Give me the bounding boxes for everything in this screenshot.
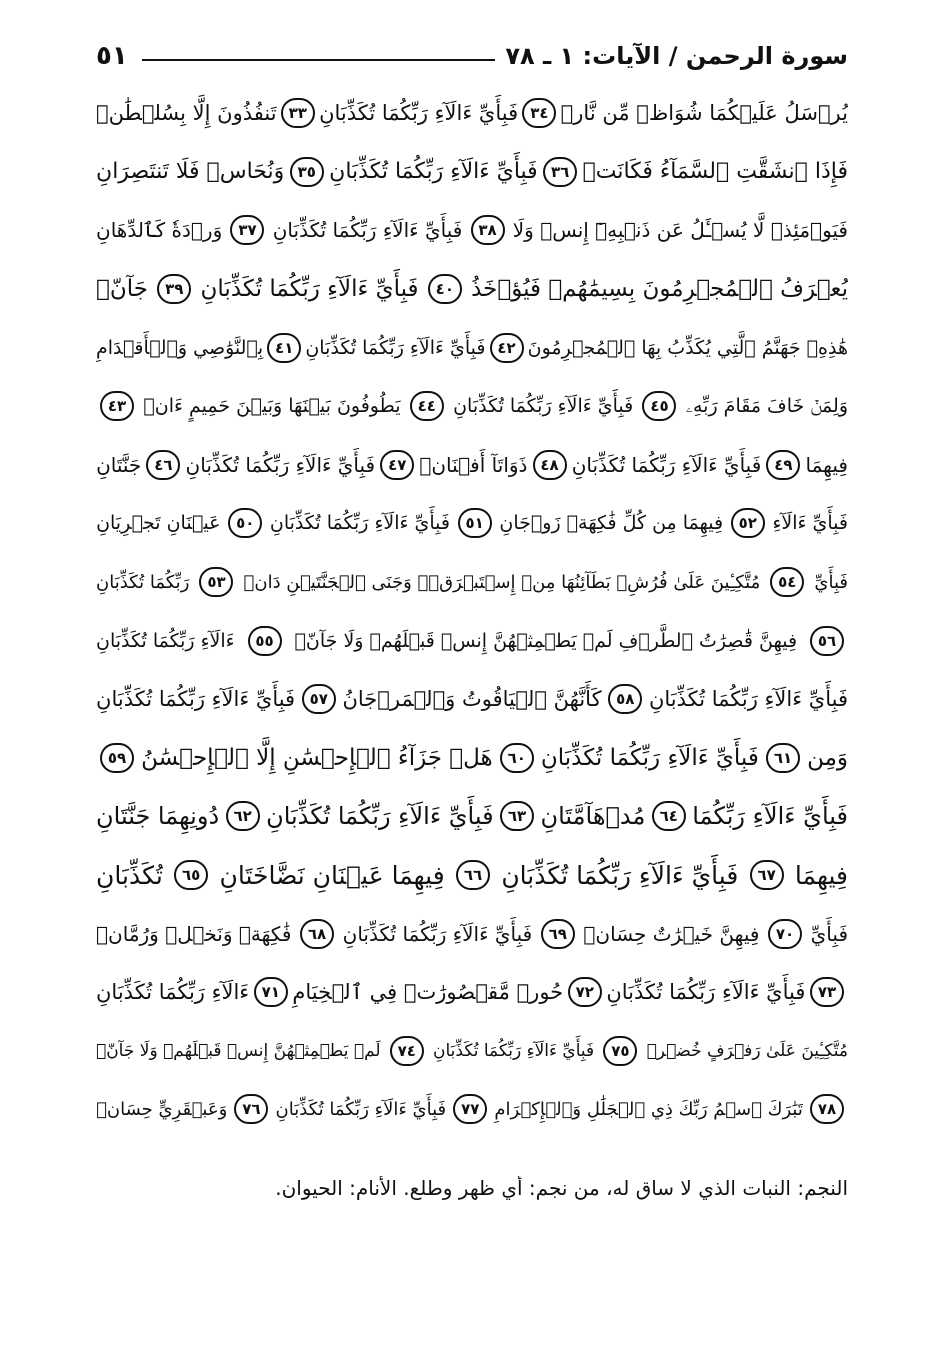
ayah-number-marker: ٥٨ [608, 684, 642, 714]
ayah-number-marker: ٦٤ [652, 801, 686, 831]
verse-line [96, 84, 848, 143]
verse-text: عَيۡنَانِ تَجۡرِيَانِ [96, 512, 221, 535]
verse-text: تَبَٰرَكَ ٱسۡمُ رَبِّكَ ذِي ٱلۡجَلَٰلِ وَٱلۡإِكۡرَامِ [494, 1098, 803, 1120]
verse-text: دُونِهِمَا جَنَّتَانِ [96, 802, 220, 831]
ayah-number-marker: ٥٩ [100, 743, 134, 773]
page-header [96, 34, 848, 78]
ayah-number-marker: ٤٦ [146, 450, 180, 480]
verse-text: مُتَّكِـِٔينَ عَلَىٰ رَفۡرَفٍ خُضۡرٖ [646, 1040, 848, 1061]
ayah-number-marker: ٤٢ [490, 333, 524, 363]
verse-text: هَلۡ جَزَآءُ ٱلۡإِحۡسَٰنِ إِلَّا ٱلۡإِحۡسَٰنُ [141, 744, 493, 771]
verse-line [96, 611, 848, 670]
verse-text: فَبِأَيِّ ءَالَآءِ رَبِّكُمَا تُكَذِّبَانِ [453, 395, 634, 418]
ayah-number-marker: ٦٢ [226, 801, 260, 831]
ayah-number-marker: ٣٥ [290, 157, 324, 187]
ayah-number-marker: ٥٣ [199, 567, 233, 597]
verse-line [96, 729, 848, 788]
ayah-number-marker: ٦٥ [174, 860, 208, 890]
verse-text: وَمِن [807, 744, 848, 771]
verse-text: فِيهِنَّ قَٰصِرَٰتُ ٱلطَّرۡفِ لَمۡ يَطۡمِثۡهُنَّ إِنسٞ قَبۡلَهُمۡ وَلَا جَآنّٞ [294, 629, 798, 652]
verse-text: فَبِأَيِّ ءَالَآءِ رَبِّكُمَا تُكَذِّبَانِ [342, 921, 533, 946]
ayah-number-marker: ٣٦ [543, 157, 577, 187]
verse-line [96, 377, 848, 436]
verse-text: فَبِأَيِّ ءَالَآءِ رَبِّكُمَا تُكَذِّبَانِ [275, 1098, 447, 1120]
verse-text: بِٱلنَّوَٰصِي وَٱلۡأَقۡدَامِ [96, 336, 264, 359]
footnote: النجم: النبات الذي لا ساق له، من نجم: أي ظهر وطلع. الأنام: الحيوان. [275, 1176, 848, 1200]
verse-text: وَلِمَنۡ خَافَ مَقَامَ رَبِّهِۦ [685, 395, 848, 418]
ayah-number-marker: ٥٤ [770, 567, 804, 597]
verse-text: فِيهِمَا [794, 860, 848, 890]
verse-line [96, 553, 848, 612]
ayah-number-marker: ٥٠ [228, 508, 262, 538]
verse-text: وَنُحَاسٞ فَلَا تَنتَصِرَانِ [96, 159, 285, 185]
ayah-number-marker: ٦٣ [500, 801, 534, 831]
verse-text: جَآنّٞ [96, 276, 148, 303]
verse-text: فَبِأَيِّ ءَالَآءِ رَبِّكُمَا تُكَذِّبَانِ [606, 980, 806, 1005]
ayah-number-marker: ٦٩ [541, 919, 575, 949]
ayah-number-marker: ٧٦ [234, 1094, 268, 1124]
ayah-number-marker: ٤٩ [766, 450, 800, 480]
verse-text: فَبِأَيِّ ءَالَآءِ رَبِّكُمَا تُكَذِّبَانِ [571, 452, 762, 477]
ayah-number-marker: ٧٧ [453, 1094, 487, 1124]
ayah-number-marker: ٤٠ [428, 274, 462, 304]
verse-text: فَبِأَيِّ ءَالَآءِ رَبِّكُمَا تُكَذِّبَانِ [501, 860, 739, 890]
verse-text: مُتَّكِـِٔينَ عَلَىٰ فُرُشِۭ بَطَآئِنُهَا مِنۡ إِسۡتَبۡرَقٖۚ وَجَنَى ٱلۡجَنَّتَيۡنِ دَانٖ [243, 571, 761, 593]
verse-text: فَبِأَيِّ ءَالَآءِ رَبِّكُمَا تُكَذِّبَانِ [272, 218, 463, 243]
verse-text: فَبِأَيِّ ءَالَآءِ رَبِّكُمَا تُكَذِّبَانِ [266, 802, 494, 831]
verse-text: وَرۡدَةٗ كَٱلدِّهَانِ [96, 218, 223, 243]
verse-text: جَنَّتَانِ [96, 452, 142, 477]
ayah-number-marker: ٧٤ [390, 1036, 424, 1066]
ayah-number-marker: ٣٩ [157, 274, 191, 304]
verse-text: فَبِأَيِّ ءَالَآءِ رَبِّكُمَا تُكَذِّبَانِ [319, 101, 519, 126]
verse-text: فَبِأَيِّ ءَالَآءِ رَبِّكُمَا تُكَذِّبَانِ [540, 744, 759, 771]
verse-text: فَبِأَيِّ ءَالَآءِ رَبِّكُمَا تُكَذِّبَانِ [329, 159, 538, 185]
verse-text: فِيهِمَا عَيۡنَانِ نَضَّاخَتَانِ [219, 860, 445, 890]
verse-line [96, 436, 848, 495]
verse-text: تَنفُذُونَ إِلَّا بِسُلۡطَٰنٖ [96, 101, 277, 126]
ayah-number-marker: ٥٦ [810, 626, 844, 656]
verse-text: فَبِأَيِّ ءَالَآءِ [772, 512, 848, 535]
verse-text: ذَوَاتَآ أَفۡنَانٖ [419, 452, 528, 477]
verse-text: يُرۡسَلُ عَلَيۡكُمَا شُوَاظٞ مِّن نَّارٖ [560, 101, 848, 126]
verse-line [96, 1022, 848, 1081]
ayah-number-marker: ٣٧ [230, 215, 264, 245]
verse-line [96, 143, 848, 202]
verse-text: فَبِأَيِّ ءَالَآءِ رَبِّكُمَا تُكَذِّبَانِ [305, 336, 486, 359]
running-head: سورة الرحمن / الآيات: ١ ـ ٧٨ [505, 42, 848, 70]
ayah-number-marker: ٧٥ [603, 1036, 637, 1066]
verse-text: فَبِأَيِّ ءَالَآءِ رَبِّكُمَا تُكَذِّبَانِ [648, 687, 848, 712]
verse-line [96, 201, 848, 260]
ayah-number-marker: ٣٤ [522, 98, 556, 128]
verse-text: هَٰذِهِۦ جَهَنَّمُ ٱلَّتِي يُكَذِّبُ بِهَا ٱلۡمُجۡرِمُونَ [527, 336, 848, 359]
verse-text: فَبِأَيِّ ءَالَآءِ رَبِّكُمَا [692, 802, 848, 831]
verse-line [96, 787, 848, 846]
verse-text: وَعَبۡقَرِيٍّ حِسَانٖ [96, 1098, 228, 1120]
page-number: ٥١ [96, 41, 128, 71]
ayah-number-marker: ٦٦ [456, 860, 490, 890]
verse-line [96, 963, 848, 1022]
ayah-number-marker: ٤٧ [380, 450, 414, 480]
verse-text: فَبِأَيِّ [810, 921, 848, 946]
verse-line [96, 318, 848, 377]
verse-text: فَٰكِهَةٞ وَنَخۡلٞ وَرُمَّانٞ [96, 921, 292, 946]
verse-text: فَبِأَيِّ ءَالَآءِ رَبِّكُمَا تُكَذِّبَانِ [433, 1040, 595, 1061]
ayah-number-marker: ٧٠ [768, 919, 802, 949]
ayah-number-marker: ٧١ [254, 977, 288, 1007]
ayah-number-marker: ٤٣ [100, 391, 134, 421]
verse-line [96, 846, 848, 905]
ayah-number-marker: ٥٥ [248, 626, 282, 656]
verse-text: فَبِأَيِّ ءَالَآءِ رَبِّكُمَا تُكَذِّبَانِ [269, 512, 450, 535]
ayah-number-marker: ٦١ [766, 743, 800, 773]
verse-line [96, 904, 848, 963]
verse-text: كَأَنَّهُنَّ ٱلۡيَاقُوتُ وَٱلۡمَرۡجَانُ [342, 687, 602, 712]
verse-block [96, 84, 848, 1144]
ayah-number-marker: ٤٨ [533, 450, 567, 480]
verse-text: رَبِّكُمَا تُكَذِّبَانِ [96, 571, 190, 593]
verse-line [96, 260, 848, 319]
verse-text: مُدۡهَآمَّتَانِ [540, 802, 646, 831]
verse-text: فَإِذَا ٱنشَقَّتِ ٱلسَّمَآءُ فَكَانَتۡ [582, 159, 848, 185]
verse-text: ءَالَآءِ رَبِّكُمَا تُكَذِّبَانِ [96, 980, 250, 1005]
verse-text: فَبِأَيِّ [814, 571, 848, 593]
header-rule [142, 59, 495, 61]
verse-text: فَبِأَيِّ ءَالَآءِ رَبِّكُمَا تُكَذِّبَانِ [96, 687, 296, 712]
verse-text: لَمۡ يَطۡمِثۡهُنَّ إِنسٞ قَبۡلَهُمۡ وَلَا جَآنّٞ [96, 1040, 381, 1061]
ayah-number-marker: ٦٠ [500, 743, 534, 773]
ayah-number-marker: ٧٣ [810, 977, 844, 1007]
verse-line [96, 670, 848, 729]
ayah-number-marker: ٣٣ [281, 98, 315, 128]
verse-text: يُعۡرَفُ ٱلۡمُجۡرِمُونَ بِسِيمَٰهُمۡ فَيُؤۡخَذُ [471, 276, 848, 303]
ayah-number-marker: ٤٤ [410, 391, 444, 421]
ayah-number-marker: ٤٥ [642, 391, 676, 421]
verse-text: فَيَوۡمَئِذٖ لَّا يُسۡـَٔلُ عَن ذَنۢبِهِۦٓ إِنسٞ وَلَا [512, 218, 848, 243]
ayah-number-marker: ٥٢ [731, 508, 765, 538]
ayah-number-marker: ٧٢ [568, 977, 602, 1007]
verse-text: ءَالَآءِ رَبِّكُمَا تُكَذِّبَانِ [96, 629, 235, 652]
verse-text: فِيهِمَا [805, 452, 848, 477]
verse-text: تُكَذِّبَانِ [96, 860, 163, 890]
ayah-number-marker: ٥١ [458, 508, 492, 538]
verse-line [96, 1080, 848, 1139]
ayah-number-marker: ٦٨ [300, 919, 334, 949]
ayah-number-marker: ٧٨ [810, 1094, 844, 1124]
verse-text: فِيهِمَا مِن كُلِّ فَٰكِهَةٖ زَوۡجَانِ [499, 512, 724, 535]
verse-line [96, 494, 848, 553]
verse-text: فَبِأَيِّ ءَالَآءِ رَبِّكُمَا تُكَذِّبَانِ [185, 452, 376, 477]
ayah-number-marker: ٣٨ [471, 215, 505, 245]
ayah-number-marker: ٦٧ [750, 860, 784, 890]
ayah-number-marker: ٥٧ [302, 684, 336, 714]
verse-text: حُورٞ مَّقۡصُورَٰتٞ فِي ٱلۡخِيَامِ [292, 980, 564, 1005]
verse-text: يَطُوفُونَ بَيۡنَهَا وَبَيۡنَ حَمِيمٍ ءَانٖ [143, 395, 401, 418]
verse-text: فَبِأَيِّ ءَالَآءِ رَبِّكُمَا تُكَذِّبَانِ [200, 276, 419, 303]
ayah-number-marker: ٤١ [267, 333, 301, 363]
verse-text: فِيهِنَّ خَيۡرَٰتٌ حِسَانٞ [583, 921, 760, 946]
